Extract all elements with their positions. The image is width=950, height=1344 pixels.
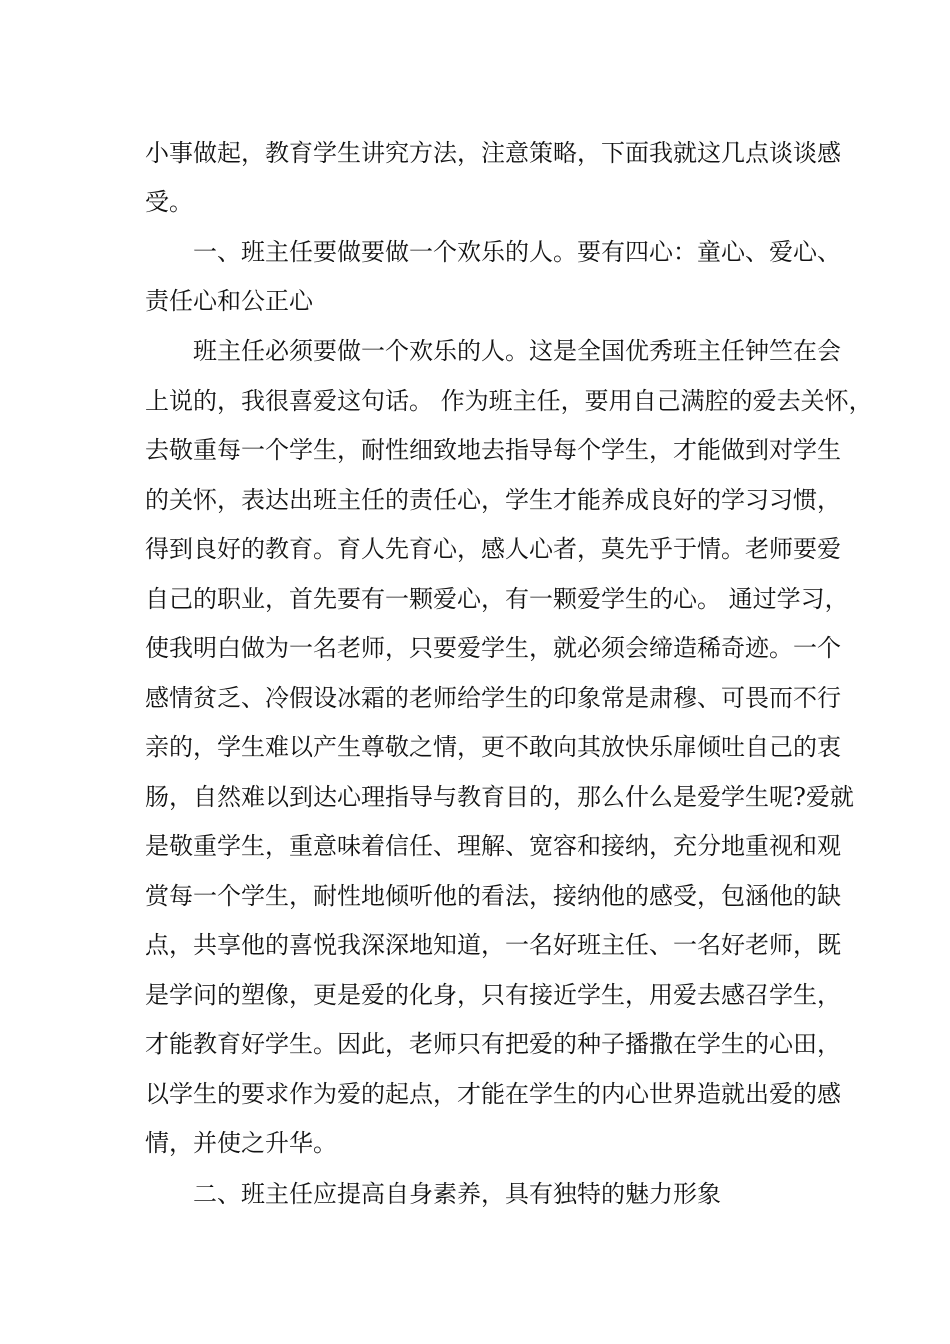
text-line: 班主任必须要做一个欢乐的人。这是全国优秀班主任钟竺在会	[193, 337, 841, 365]
text-line: 肠，自然难以到达心理指导与教育目的，那么什么是爱学生呢?爱就	[145, 783, 854, 811]
text-line: 情，并使之升华。	[145, 1129, 337, 1157]
text-line: 是敬重学生，重意味着信任、理解、宽容和接纳，充分地重视和观	[145, 832, 841, 860]
text-line: 赏每一个学生，耐性地倾听他的看法，接纳他的感受，包涵他的缺	[145, 882, 841, 910]
text-line: 受。	[145, 188, 193, 216]
text-line: 去敬重每一个学生，耐性细致地去指导每个学生，才能做到对学生	[145, 436, 841, 464]
section-heading: 一、班主任要做要做一个欢乐的人。要有四心：童心、爱心、	[193, 238, 841, 266]
text-line: 的关怀，表达出班主任的责任心，学生才能养成良好的学习习惯，	[145, 486, 841, 514]
text-line: 使我明白做为一名老师，只要爱学生，就必须会缔造稀奇迹。一个	[145, 634, 841, 662]
section-heading: 责任心和公正心	[145, 287, 313, 315]
text-line: 感情贫乏、冷假设冰霜的老师给学生的印象常是肃穆、可畏而不行	[145, 684, 841, 712]
text-line: 小事做起，教育学生讲究方法，注意策略，下面我就这几点谈谈感	[145, 139, 841, 167]
text-line: 自己的职业，首先要有一颗爱心，有一颗爱学生的心。 通过学习，	[145, 585, 849, 613]
text-line: 得到良好的教育。育人先育心，感人心者，莫先乎于情。老师要爱	[145, 535, 841, 563]
section-heading: 二、班主任应提高自身素养，具有独特的魅力形象	[193, 1180, 721, 1208]
text-line: 上说的，我很喜爱这句话。 作为班主任，要用自己满腔的爱去关怀，	[145, 387, 873, 415]
text-line: 以学生的要求作为爱的起点，才能在学生的内心世界造就出爱的感	[145, 1080, 841, 1108]
text-line: 是学问的塑像，更是爱的化身，只有接近学生，用爱去感召学生，	[145, 981, 841, 1009]
text-line: 点，共享他的喜悦我深深地知道，一名好班主任、一名好老师，既	[145, 931, 841, 959]
text-line: 亲的，学生难以产生尊敬之情，更不敢向其放快乐扉倾吐自己的衷	[145, 733, 841, 761]
text-line: 才能教育好学生。因此，老师只有把爱的种子播撒在学生的心田，	[145, 1030, 841, 1058]
